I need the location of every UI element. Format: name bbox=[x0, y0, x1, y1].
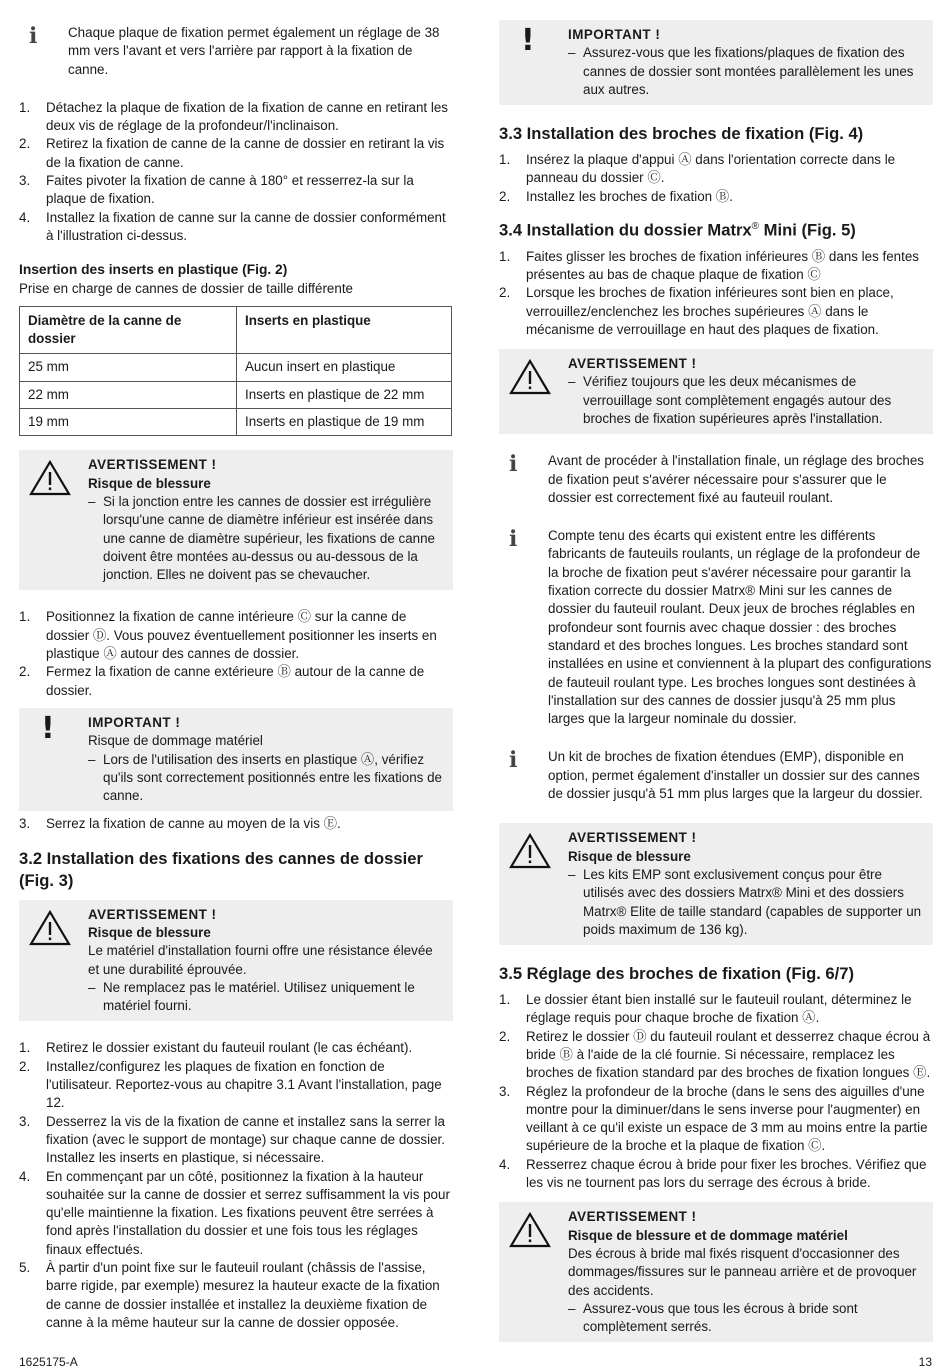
list-item bbox=[19, 1168, 453, 1259]
table-cell: 25 mm bbox=[20, 354, 237, 381]
step-number: 2. bbox=[19, 664, 31, 680]
step-text: À partir d'un point fixe sur le fauteuil roulant (châssis de l'assise, barre rigide, par exemple) mesurez la hauteur exacte de la fixation de canne de dossier installée et installez la deuxième fixation de canne à la même hauteur sur la canne de dossier opposée. bbox=[46, 1260, 440, 1330]
important-box bbox=[19, 708, 453, 811]
list-item bbox=[19, 663, 453, 700]
list-item bbox=[499, 151, 933, 188]
warning-box bbox=[19, 450, 453, 590]
section-heading: 3.3 Installation des broches de fixation (Fig. 4) bbox=[499, 124, 864, 144]
step-number: 2. bbox=[499, 1028, 511, 1044]
warning-subtitle: Risque de blessure bbox=[88, 924, 211, 940]
step-text: Resserrez chaque écrou à bride pour fixer les broches. Vérifiez que les vis ne tournent pas lors du serrage des écrous à bride. bbox=[526, 1156, 927, 1191]
step-text: Desserrez la vis de la fixation de canne et installez sans la serrer la fixation (avec le support de montage) sur chaque canne de dossier. Installez les inserts en plastique, si nécessaire. bbox=[46, 1113, 445, 1166]
step-text: Fermez la fixation de canne extérieure Ⓑ autour de la canne de dossier. bbox=[46, 664, 425, 698]
step-number: 2. bbox=[19, 136, 31, 152]
info-note bbox=[499, 748, 933, 803]
warning-triangle-icon bbox=[509, 833, 551, 869]
step-number: 4. bbox=[19, 209, 31, 225]
step-number: 3. bbox=[19, 1113, 31, 1129]
step-text: Détachez la plaque de fixation de la fixation de canne en retirant les deux vis de réglage de la profondeur/l'inclinaison. bbox=[46, 99, 448, 134]
steps-list bbox=[19, 99, 453, 245]
step-number: 1. bbox=[19, 99, 31, 115]
step-text: Retirez le dossier existant du fauteuil roulant (le cas échéant). bbox=[46, 1040, 413, 1056]
section-heading: 3.4 Installation du dossier Matrx® Mini (Fig. 5) bbox=[499, 220, 856, 240]
step-number: 4. bbox=[499, 1156, 511, 1172]
warning-item: – Ne remplacez pas le matériel. Utilisez uniquement le matériel fourni. bbox=[88, 979, 415, 1014]
table-header-row bbox=[20, 306, 452, 354]
list-item bbox=[19, 1058, 453, 1113]
warning-title: AVERTISSEMENT ! bbox=[568, 356, 697, 372]
table-cell: Aucun insert en plastique bbox=[237, 354, 452, 381]
info-note-text: Un kit de broches de fixation étendues (EMP), disponible en option, permet également d'installer un dossier sur des cannes de dossier jusqu'à 51 mm plus larges que la largeur du dossier. bbox=[548, 749, 923, 802]
warning-triangle-icon bbox=[509, 359, 551, 395]
step-text: Insérez la plaque d'appui Ⓐ dans l'orientation correcte dans le panneau du dossier Ⓒ. bbox=[526, 152, 896, 186]
list-item bbox=[499, 1083, 933, 1156]
steps-list bbox=[499, 991, 933, 1192]
important-item: – Assurez-vous que les fixations/plaques de fixation des cannes de dossier sont montées parallèlement les unes aux autres. bbox=[568, 45, 914, 97]
important-title: IMPORTANT ! bbox=[568, 27, 661, 42]
info-note-text: Compte tenu des écarts qui existent entre les différents fabricants de fauteuils roulants, un réglage de la profondeur de la broche de fixation peut s'avérer nécessaire pour garantir la fixation correcte du dossier Matrx® Mini sur les cannes de dossier du fauteuil roulant. Deux jeux de broches réglables en profondeur sont fournis avec chaque dossier : des broches standard et des broches longues. Les broches standard sont installées en usine et conviennent à la plupart des configurations de fauteuil roulant type. Les broches longues sont destinées à l'installation sur des cannes de dossier jusqu'à 25 mm plus larges que la largeur nominale du dossier. bbox=[548, 528, 932, 727]
table-row bbox=[20, 354, 452, 381]
warning-triangle-icon bbox=[29, 460, 71, 496]
table-cell: 22 mm bbox=[20, 381, 237, 408]
steps-list bbox=[499, 248, 933, 339]
step-number: 5. bbox=[19, 1260, 31, 1276]
left-column bbox=[19, 24, 453, 1332]
table-row bbox=[20, 381, 452, 408]
steps-list bbox=[19, 1039, 453, 1332]
step-text: Retirez la fixation de canne de la canne de dossier en retirant la vis de la fixation de canne. bbox=[46, 136, 445, 170]
step-text: Retirez le dossier Ⓓ du fauteuil roulant et desserrez chaque écrou à bride Ⓑ à l'aide de la clé fournie. Si nécessaire, remplacez les broches de fixation standard par des broches de fixation longues Ⓔ. bbox=[526, 1028, 931, 1081]
warning-item: – Les kits EMP sont exclusivement conçus pour être utilisés avec des dossiers Matrx® Mini et des dossiers Matrx® Elite de taille standard (capables de supporter un poids maximum de 136 kg). bbox=[568, 866, 922, 937]
table-header-cell: Diamètre de la canne de dossier bbox=[20, 306, 237, 354]
steps-list bbox=[499, 151, 933, 206]
step-text: Positionnez la fixation de canne intérieure Ⓒ sur la canne de dossier Ⓓ. Vous pouvez éventuellement positionner les inserts en plastique Ⓐ autour des cannes de dossier. bbox=[46, 609, 437, 662]
info-icon: ℹ bbox=[509, 748, 518, 774]
page-number: 13 bbox=[918, 1355, 932, 1369]
info-note-text: Chaque plaque de fixation permet également un réglage de 38 mm vers l'avant et vers l'arrière par rapport à la fixation de canne. bbox=[68, 25, 440, 77]
step-number: 1. bbox=[499, 992, 511, 1008]
inserts-table bbox=[19, 306, 452, 436]
warning-title: AVERTISSEMENT ! bbox=[88, 906, 217, 922]
warning-title: AVERTISSEMENT ! bbox=[88, 457, 217, 473]
step-number: 1. bbox=[499, 248, 511, 264]
exclamation-icon: ! bbox=[41, 710, 55, 746]
warning-text: Le matériel d'installation fourni offre une résistance élevée et une durabilité éprouvée. bbox=[88, 943, 433, 977]
list-item bbox=[19, 99, 453, 136]
steps-list bbox=[19, 608, 453, 699]
warning-box bbox=[499, 1202, 933, 1342]
step-number: 1. bbox=[499, 152, 511, 168]
step-number: 3. bbox=[499, 1083, 511, 1099]
step-text: Faites glisser les broches de fixation inférieures Ⓑ dans les fentes présentes au bas de chaque plaque de fixation Ⓒ bbox=[526, 248, 919, 282]
warning-triangle-icon bbox=[509, 1212, 551, 1248]
step-number: 1. bbox=[19, 1040, 31, 1056]
info-icon: ℹ bbox=[509, 527, 518, 553]
table-header-cell: Inserts en plastique bbox=[237, 306, 452, 354]
step-text: En commençant par un côté, positionnez la fixation à la hauteur souhaitée sur la canne de dossier et serrez suffisamment la vis pour qu'elle maintienne la fixation. Les fixations peuvent être serrées à fond après l'installation du dossier et une fois tous les réglages finaux effectués. bbox=[46, 1168, 450, 1257]
list-item bbox=[499, 248, 933, 285]
important-box bbox=[499, 20, 933, 105]
step-text: Faites pivoter la fixation de canne à 180° et resserrez-la sur la plaque de fixation. bbox=[46, 173, 414, 207]
step-number: 2. bbox=[499, 285, 511, 301]
list-item bbox=[19, 608, 453, 663]
right-column bbox=[499, 20, 933, 1360]
warning-item: – Assurez-vous que tous les écrous à bride sont complètement serrés. bbox=[568, 1300, 858, 1335]
info-icon: ℹ bbox=[29, 24, 38, 49]
table-cell: Inserts en plastique de 19 mm bbox=[237, 409, 452, 436]
warning-subtitle: Risque de blessure et de dommage matériel bbox=[568, 1227, 848, 1243]
warning-title: AVERTISSEMENT ! bbox=[568, 830, 697, 846]
document-id: 1625175-A bbox=[19, 1355, 78, 1369]
info-icon: ℹ bbox=[509, 452, 518, 478]
step-text: Installez la fixation de canne sur la canne de dossier conformément à l'illustration ci-dessus. bbox=[46, 209, 446, 243]
step-text: Réglez la profondeur de la broche (dans le sens des aiguilles d'une montre pour la diminuer/dans le sens inverse pour l'augmenter) en veillant à ce qu'il existe un espace de 3 mm au moins entre la partie supérieure de la broche et la plaque de fixation Ⓒ. bbox=[526, 1083, 928, 1154]
step-text: Lorsque les broches de fixation inférieures sont bien en place, verrouillez/enclenchez les broches supérieures Ⓐ dans le mécanisme de verrouillage en haut des plaques de fixation. bbox=[526, 285, 894, 337]
steps-list bbox=[19, 815, 453, 833]
warning-text: Des écrous à bride mal fixés risquent d'occasionner des dommages/fissures sur le panneau arrière et de provoquer des accidents. bbox=[568, 1245, 917, 1298]
section-heading: Insertion des inserts en plastique (Fig. 2) bbox=[19, 262, 288, 278]
list-item bbox=[19, 135, 453, 172]
list-item bbox=[499, 188, 933, 206]
table-cell: Inserts en plastique de 22 mm bbox=[237, 381, 452, 408]
warning-subtitle: Risque de blessure bbox=[568, 848, 691, 864]
warning-item: – Si la jonction entre les cannes de dossier est irrégulière lorsqu'une canne de diamètre inférieur est insérée dans une canne de diamètre supérieur, les fixations de canne doivent être montées au-dessus ou au-dessous de la jonction. Elles ne doivent pas se chevaucher. bbox=[88, 493, 436, 583]
warning-triangle-icon bbox=[29, 910, 71, 946]
list-item bbox=[19, 172, 453, 209]
important-subtitle: Risque de dommage matériel bbox=[88, 733, 263, 749]
info-note bbox=[19, 24, 453, 79]
warning-item: – Vérifiez toujours que les deux mécanismes de verrouillage sont complètement engagés autour des broches de fixation supérieures après l'installation. bbox=[568, 374, 892, 426]
list-item bbox=[499, 1156, 933, 1193]
info-note bbox=[499, 527, 933, 728]
step-number: 2. bbox=[19, 1058, 31, 1074]
step-number: 3. bbox=[19, 173, 31, 189]
step-number: 2. bbox=[499, 188, 511, 204]
info-note bbox=[499, 452, 933, 507]
step-number: 3. bbox=[19, 816, 31, 832]
section-heading: 3.2 Installation des fixations des cannes de dossier (Fig. 3) bbox=[19, 848, 423, 890]
important-item: – Lors de l'utilisation des inserts en plastique Ⓐ, vérifiez qu'ils sont correctement positionnés entre les fixations de canne. bbox=[88, 751, 442, 804]
list-item bbox=[19, 1039, 453, 1057]
list-item bbox=[19, 1259, 453, 1332]
list-item bbox=[499, 991, 933, 1028]
list-item bbox=[499, 1028, 933, 1083]
section-subtitle: Prise en charge de cannes de dossier de taille différente bbox=[19, 280, 353, 296]
step-text: Serrez la fixation de canne au moyen de la vis Ⓔ. bbox=[46, 816, 341, 832]
warning-title: AVERTISSEMENT ! bbox=[568, 1209, 697, 1225]
important-title: IMPORTANT ! bbox=[88, 714, 181, 730]
step-text: Installez/configurez les plaques de fixation en fonction de l'utilisateur. Reportez-vous au chapitre 3.1 Avant l'installation, page 12. bbox=[46, 1058, 442, 1111]
warning-box bbox=[499, 823, 933, 945]
warning-box bbox=[499, 349, 933, 434]
step-text: Installez les broches de fixation Ⓑ. bbox=[526, 188, 733, 204]
table-cell: 19 mm bbox=[20, 409, 237, 436]
list-item bbox=[499, 284, 933, 339]
exclamation-icon: ! bbox=[521, 23, 535, 58]
list-item bbox=[19, 209, 453, 246]
warning-box bbox=[19, 900, 453, 1022]
table-row bbox=[20, 409, 452, 436]
step-number: 4. bbox=[19, 1168, 31, 1184]
list-item bbox=[19, 1113, 453, 1168]
list-item bbox=[19, 815, 453, 833]
info-note-text: Avant de procéder à l'installation finale, un réglage des broches de fixation peut s'avérer nécessaire pour s'assurer que le dossier est correctement fixé au fauteuil roulant. bbox=[548, 453, 925, 505]
step-text: Le dossier étant bien installé sur le fauteuil roulant, déterminez le réglage requis pour chaque broche de fixation Ⓐ. bbox=[526, 992, 912, 1026]
section-heading: 3.5 Réglage des broches de fixation (Fig. 6/7) bbox=[499, 964, 855, 984]
step-number: 1. bbox=[19, 609, 31, 625]
warning-subtitle: Risque de blessure bbox=[88, 475, 211, 491]
